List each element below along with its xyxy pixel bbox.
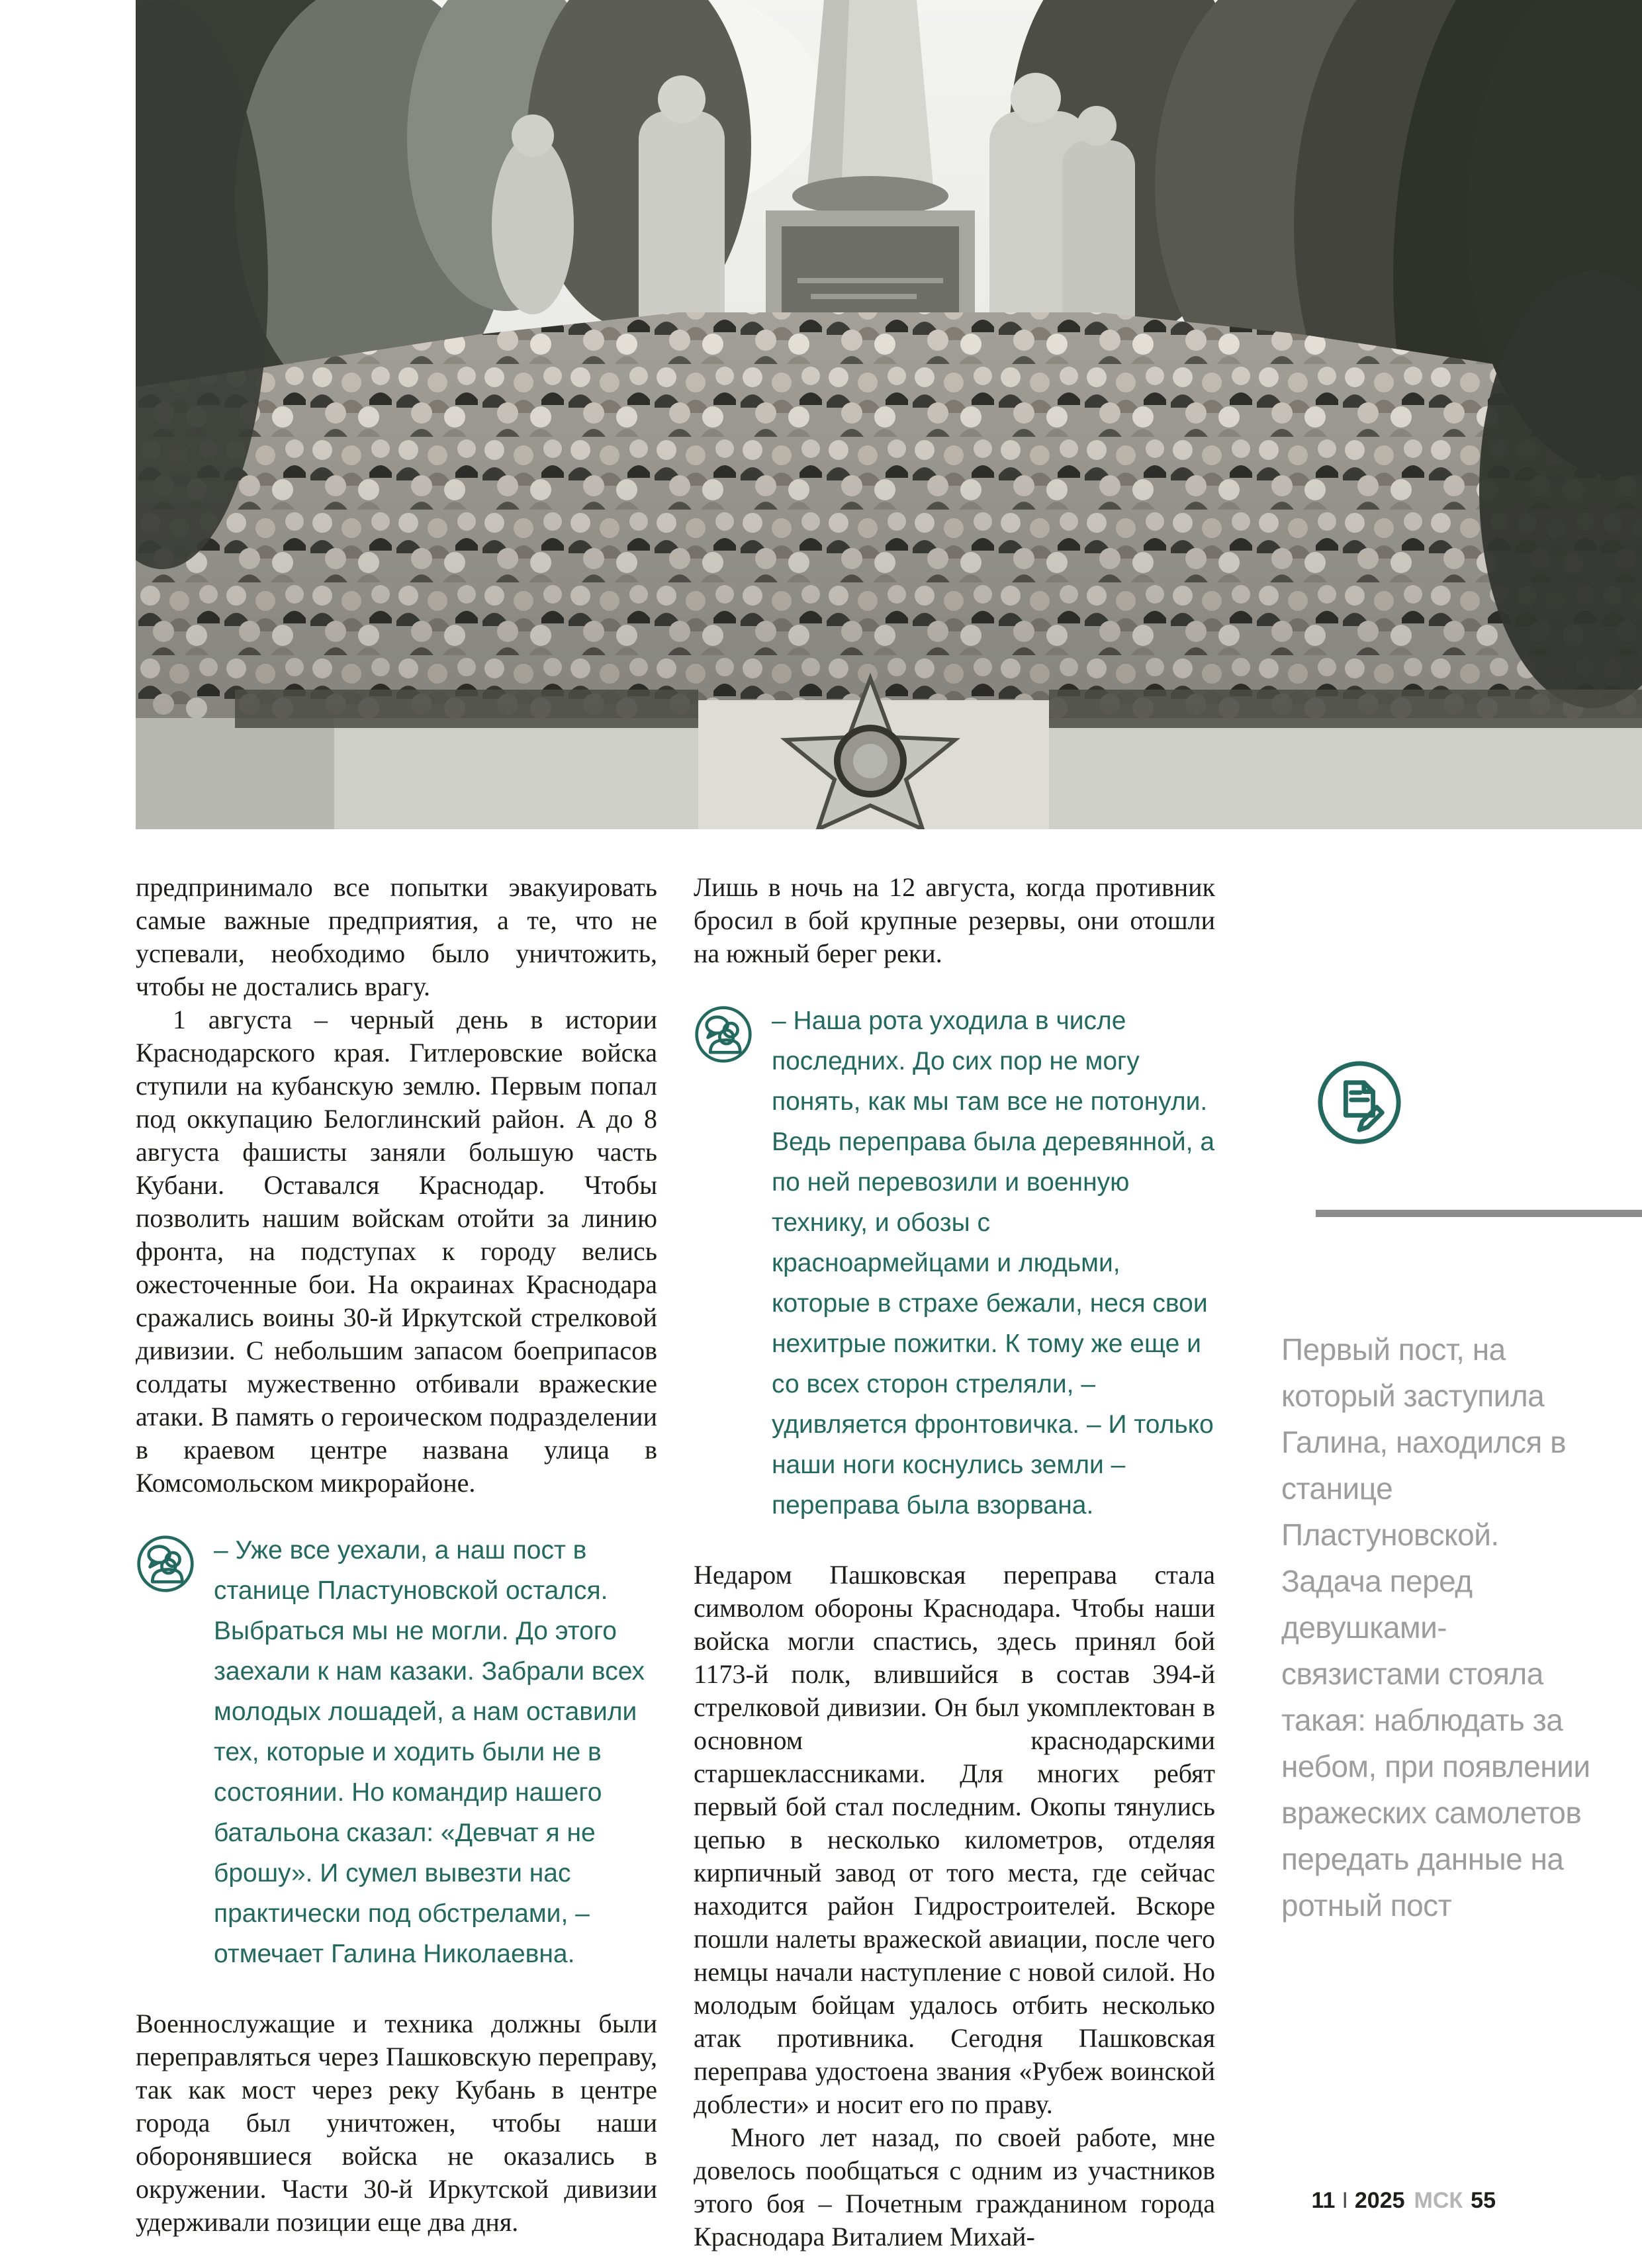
paragraph: Много лет назад, по своей работе, мне довелось пообщаться с одним из участников этого боя – Почетным гражданином города Краснодара Виталием Михай- <box>694 2122 1215 2251</box>
quote-text: – Уже все уехали, а наш пост в станице Пластуновской остался. Выбраться мы не могли. До этого заехали к нам казаки. Забрали всех молодых лошадей, а нам оставили тех, которые и ходить были не в состоянии. Но командир нашего батальона сказал: «Девчат я не брошу». И сумел вывезти нас практически под обстрелами, – отмечает Галина Николаевна. <box>214 1536 645 1968</box>
magazine-brand: МСК <box>1414 2188 1463 2213</box>
sidebar-note: Первый пост, на который заступила Галина, находился в станице Пластуновской. Задача перед девушками-связистами стояла такая: наблюдать за небом, при появлении вражеских самолетов передать данные на ротный пост <box>1281 1332 1590 1923</box>
article-column-2 <box>694 871 1215 2253</box>
note-pencil-icon <box>1316 1059 1403 1146</box>
speaker-quote-icon <box>136 1534 195 1594</box>
page-footer <box>1231 2188 1496 2214</box>
paragraph: Недаром Пашковская переправа стала символом обороны Краснодара. Чтобы наши войска могли спастись, здесь принял бой 1173-й полк, влившийся в состав 394-й стрелковой дивизии. Он был укомплектован в основном краснодарскими старшеклассниками. Для многих ребят первый бой стал последним. Окопы тянулись цепью в несколько километров, отделяя кирпичный завод от того места, где сейчас находится район Гидростроителей. Вскоре пошли налеты вражеской авиации, после чего немцы начали наступление с новой силой. Но молодым бойцам удалось отбить несколько атак противника. Сегодня Пашковская переправа удостоена звания «Рубеж воинской доблести» и носит его по праву. <box>694 1560 1215 2119</box>
sidebar-divider <box>1316 1210 1642 1217</box>
paragraph: 1 августа – черный день в истории Краснодарского края. Гитлеровские войска ступили на кубанскую землю. Первым попал под оккупацию Белоглинский район. А до 8 августа фашисты заняли большую часть Кубани. Оставался Краснодар. Чтобы позволить нашим войскам отойти за линию фронта, на подступах к городу велись ожесточенные бои. На окраинах Краснодара сражались воины 30-й Иркутской стрелковой дивизии. С небольшим запасом боеприпасов солдаты мужественно отбивали вражеские атаки. В память о героическом подразделении в краевом центре названа улица в Комсомольском микрорайоне. <box>136 1005 657 1498</box>
quote-text: – Наша рота уходила в числе последних. До сих пор не могу понять, как мы там все не потонули. Ведь переправа была деревянной, а по ней перевозили и военную технику, и обозы с красноармейцами и людьми, которые в страхе бежали, неся свои нехитрые пожитки. К тому же еще и со всех сторон стреляли, – удивляется фронтовичка. – И только наши ноги коснулись земли – переправа была взорвана. <box>772 1007 1215 1520</box>
paragraph: Лишь в ночь на 12 августа, когда противник бросил в бой крупные резервы, они отошли на южный берег реки. <box>694 872 1215 968</box>
footer-separator: I <box>1342 2188 1348 2213</box>
group-photo <box>136 0 1642 829</box>
article-column-1 <box>136 871 657 2239</box>
page-number: 55 <box>1471 2188 1496 2213</box>
paragraph: предпринимало все попытки эвакуировать самые важные предприятия, а те, что не успевали, необходимо было уничтожить, чтобы не достались врагу. <box>136 872 657 1001</box>
speaker-quote-icon <box>694 1005 753 1064</box>
issue-year: 2025 <box>1354 2188 1405 2213</box>
pull-quote <box>136 1530 657 1974</box>
issue-number: 11 <box>1311 2188 1336 2213</box>
pull-quote <box>694 1001 1215 1525</box>
paragraph: Военнослужащие и техника должны были переправляться через Пашковскую переправу, так как мост через реку Кубань в центре города был уничтожен, чтобы наши оборонявшиеся войска не оказались в окружении. Части 30-й Иркутской дивизии удерживали позиции еще два дня. <box>136 2009 657 2237</box>
